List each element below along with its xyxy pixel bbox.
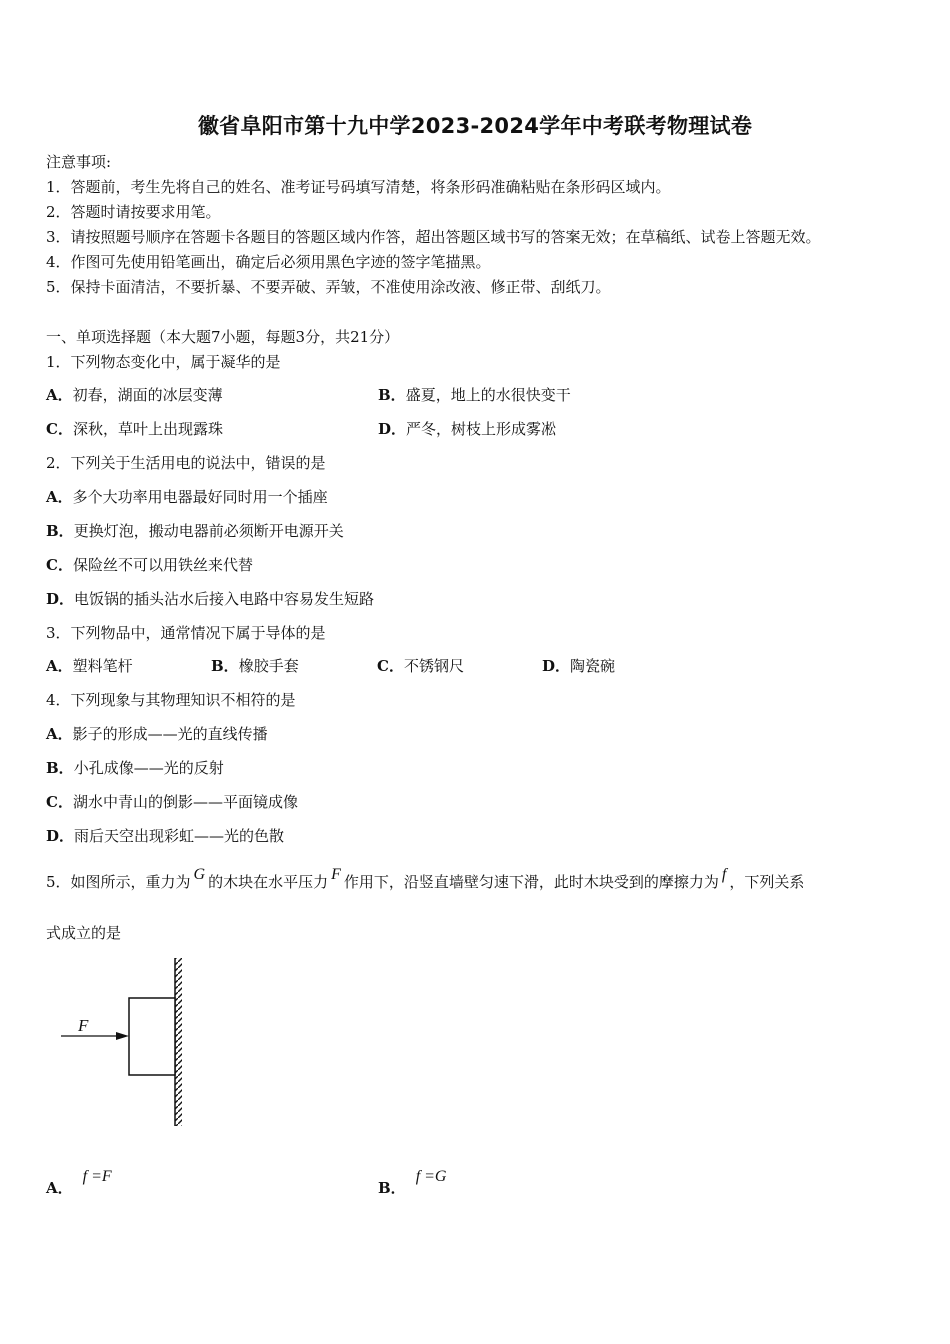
q3-stem: 3．下列物品中，通常情况下属于导体的是 bbox=[46, 624, 326, 642]
q5-option-a bbox=[46, 1168, 112, 1199]
option-text: 电饭锅的插头沾水后接入电路中容易发生短路 bbox=[74, 590, 375, 608]
option-text: 湖水中青山的倒影——平面镜成像 bbox=[72, 793, 298, 811]
option-text: 橡胶手套 bbox=[238, 657, 299, 675]
option-label: D． bbox=[46, 827, 75, 845]
option-label: C． bbox=[46, 556, 73, 574]
option-text: 雨后天空出现彩虹——光的色散 bbox=[74, 827, 285, 845]
option-text: 小孔成像——光的反射 bbox=[73, 759, 224, 777]
option-text: 深秋，草叶上出现露珠 bbox=[72, 420, 223, 438]
block-wall-figure bbox=[58, 956, 188, 1131]
option-label: A． bbox=[46, 386, 73, 404]
notice-item-2: 2．答题时请按要求用笔。 bbox=[46, 203, 221, 221]
section-heading: 一、单项选择题（本大题7小题，每题3分，共21分） bbox=[46, 328, 400, 346]
q5-option-b bbox=[378, 1168, 447, 1199]
q3-option-b bbox=[211, 656, 299, 676]
option-label: B． bbox=[378, 1179, 406, 1197]
option-text: 严冬，树枝上形成雾凇 bbox=[406, 420, 557, 438]
option-label: B． bbox=[46, 759, 74, 777]
q4-stem: 4．下列现象与其物理知识不相符的是 bbox=[46, 691, 296, 709]
force-arrow-head bbox=[116, 1032, 129, 1040]
wooden-block bbox=[129, 998, 175, 1075]
q2-option-d bbox=[46, 589, 374, 609]
var-g: G bbox=[193, 866, 206, 883]
q2-option-b bbox=[46, 521, 344, 541]
q2-stem: 2．下列关于生活用电的说法中，错误的是 bbox=[46, 454, 326, 472]
q5-stem-line-2: 式成立的是 bbox=[46, 924, 122, 942]
force-label: F bbox=[78, 1016, 89, 1035]
notice-item-3: 3．请按照题号顺序在答题卡各题目的答题区域内作答，超出答题区域书写的答案无效；在草稿纸、试卷上答题无效。 bbox=[46, 228, 821, 246]
option-text: 保险丝不可以用铁丝来代替 bbox=[72, 556, 253, 574]
wall-hatching bbox=[175, 958, 182, 1126]
q4-option-d bbox=[46, 826, 284, 846]
option-text: 更换灯泡，搬动电器前必须断开电源开关 bbox=[73, 522, 344, 540]
q4-option-c bbox=[46, 792, 298, 812]
option-label: D． bbox=[46, 590, 75, 608]
q5-text-3: 作用下，沿竖直墙壁匀速下滑，此时木块受到的摩擦力为 bbox=[343, 873, 719, 891]
option-text: 初春，湖面的冰层变薄 bbox=[72, 386, 223, 404]
option-label: D． bbox=[378, 420, 407, 438]
q1-option-c bbox=[46, 419, 223, 439]
option-label: C． bbox=[46, 420, 73, 438]
notice-item-1: 1．答题前，考生先将自己的姓名、准考证号码填写清楚，将条形码准确粘贴在条形码区域内。 bbox=[46, 178, 671, 196]
q2-option-c bbox=[46, 555, 253, 575]
q4-option-b bbox=[46, 758, 224, 778]
page-title: 徽省阜阳市第十九中学2023-2024学年中考联考物理试卷 bbox=[197, 114, 753, 138]
formula-text: f =F bbox=[82, 1168, 112, 1185]
q5-text-2: 的木块在水平压力 bbox=[208, 873, 329, 891]
q2-option-a bbox=[46, 487, 328, 507]
option-label: A． bbox=[46, 725, 73, 743]
option-text: 不锈钢尺 bbox=[403, 657, 464, 675]
option-label: A． bbox=[46, 1179, 73, 1197]
q1-option-d bbox=[378, 419, 556, 439]
formula-text: f =G bbox=[415, 1168, 447, 1185]
option-label: A． bbox=[46, 657, 73, 675]
option-label: C． bbox=[377, 657, 404, 675]
notice-item-5: 5．保持卡面清洁，不要折暴、不要弄破、弄皱，不准使用涂改液、修正带、刮纸刀。 bbox=[46, 278, 611, 296]
option-text: 多个大功率用电器最好同时用一个插座 bbox=[72, 488, 328, 506]
q1-option-a bbox=[46, 385, 223, 405]
option-label: B． bbox=[378, 386, 406, 404]
option-label: D． bbox=[542, 657, 571, 675]
option-label: A． bbox=[46, 488, 73, 506]
q3-option-d bbox=[542, 656, 615, 676]
q4-option-a bbox=[46, 724, 268, 744]
q1-option-b bbox=[378, 385, 571, 405]
option-label: C． bbox=[46, 793, 73, 811]
q3-option-a bbox=[46, 656, 133, 676]
option-label: B． bbox=[211, 657, 239, 675]
option-text: 盛夏，地上的水很快变干 bbox=[405, 386, 571, 404]
var-f: f bbox=[721, 866, 727, 883]
var-f-cap: F bbox=[331, 866, 341, 883]
q3-options bbox=[46, 656, 666, 676]
q3-option-c bbox=[377, 656, 464, 676]
option-text: 影子的形成——光的直线传播 bbox=[72, 725, 268, 743]
notice-item-4: 4．作图可先使用铅笔画出，确定后必须用黑色字迹的签字笔描黑。 bbox=[46, 253, 491, 271]
option-text: 塑料笔杆 bbox=[72, 657, 133, 675]
q1-stem: 1．下列物态变化中，属于凝华的是 bbox=[46, 353, 281, 371]
notice-heading: 注意事项: bbox=[46, 153, 112, 171]
q5-text-1: 5．如图所示，重力为 bbox=[46, 873, 191, 891]
option-text: 陶瓷碗 bbox=[570, 657, 616, 675]
q5-text-4: ，下列关系 bbox=[729, 873, 805, 891]
q5-stem bbox=[46, 866, 805, 893]
option-label: B． bbox=[46, 522, 74, 540]
